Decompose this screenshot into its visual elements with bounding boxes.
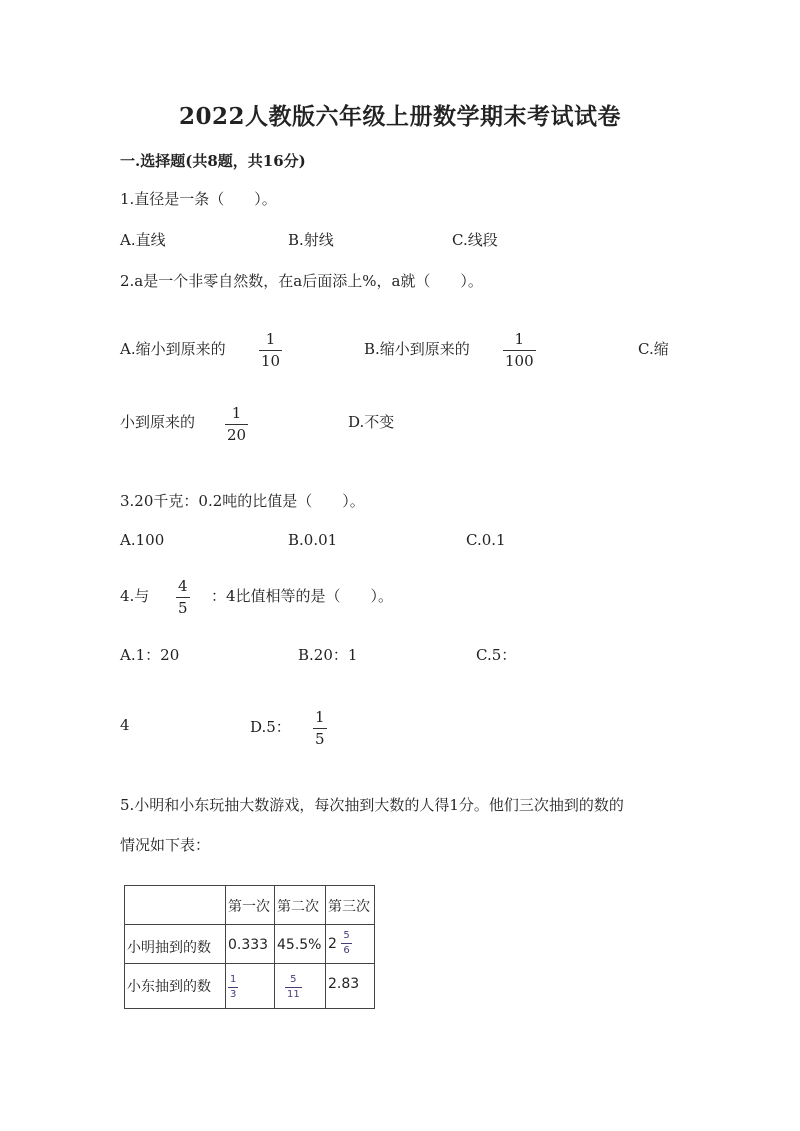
fraction-numerator: 5 — [290, 974, 297, 985]
table-cell: 45.5% — [275, 925, 326, 964]
page-title: 2022人教版六年级上册数学期末考试试卷 — [178, 103, 621, 130]
question-4-option-c-part1: C.5： — [476, 646, 517, 664]
question-4-option-b: B.20：1 — [298, 646, 358, 664]
cell-fraction — [228, 975, 238, 1000]
question-5-stem-line1: 5.小明和小东玩抽大数游戏，每次抽到大数的人得1分。他们三次抽到的数的 — [120, 796, 624, 814]
table-cell — [275, 964, 326, 1009]
fraction-denominator: 20 — [227, 426, 247, 444]
question-3-option-a: A.100 — [120, 531, 165, 549]
table-header-row — [125, 886, 375, 925]
question-3-option-b: B.0.01 — [288, 531, 338, 549]
question-4-option-a: A.1：20 — [120, 646, 180, 664]
table-cell: 0.333 — [226, 925, 275, 964]
question-1-option-a: A.直线 — [120, 231, 166, 249]
table-cell: 2.83 — [326, 964, 375, 1009]
score-table — [124, 885, 375, 1009]
fraction-numerator: 1 — [231, 404, 242, 422]
table-cell — [326, 925, 375, 964]
fraction-denominator: 5 — [178, 599, 188, 617]
mixed-number — [326, 925, 374, 956]
table-row — [125, 964, 375, 1009]
fraction-numerator: 1 — [514, 330, 525, 348]
question-4-stem-end: ：4比值相等的是（ ）。 — [211, 587, 394, 605]
table-row-label: 小东抽到的数 — [125, 964, 226, 1009]
question-2-option-b-fraction — [503, 332, 536, 369]
question-4-option-d: D.5： — [250, 718, 291, 736]
fraction-numerator: 1 — [265, 330, 276, 348]
question-5-stem-line2: 情况如下表： — [120, 836, 211, 854]
question-1-stem: 1.直径是一条（ ）。 — [120, 190, 277, 208]
fraction-numerator: 4 — [178, 577, 188, 595]
mixed-number-fraction — [341, 931, 351, 956]
question-2-option-b: B.缩小到原来的 — [364, 340, 470, 358]
fraction-denominator: 100 — [505, 352, 534, 370]
table-header-cell: 第一次 — [226, 886, 275, 925]
question-1-option-b: B.射线 — [288, 231, 334, 249]
fraction-numerator: 1 — [230, 974, 237, 985]
question-3-stem: 3.20千克：0.2吨的比值是（ ）。 — [120, 492, 365, 510]
table-cell — [226, 964, 275, 1009]
mixed-number-integer: 2 — [328, 935, 337, 952]
question-4-option-d-fraction — [313, 710, 327, 747]
question-2-option-c-fraction — [225, 406, 248, 443]
question-2-option-c-part1: C.缩 — [638, 340, 669, 358]
table-row — [125, 925, 375, 964]
question-3-option-c: C.0.1 — [466, 531, 506, 549]
table-row-label: 小明抽到的数 — [125, 925, 226, 964]
fraction-denominator: 6 — [343, 945, 350, 956]
question-2-stem: 2.a是一个非零自然数，在a后面添上%，a就（ ）。 — [120, 272, 483, 290]
question-2-option-d: D.不变 — [348, 413, 395, 431]
question-4-fraction — [176, 579, 190, 616]
section-heading: 一.选择题(共8题，共16分) — [120, 152, 306, 170]
fraction-numerator: 5 — [343, 930, 350, 941]
question-4-stem-start: 4.与 — [120, 587, 150, 605]
cell-fraction — [285, 975, 302, 1000]
question-2-option-c-part2: 小到原来的 — [120, 413, 196, 431]
question-2-option-a-fraction — [259, 332, 282, 369]
fraction-numerator: 1 — [315, 708, 325, 726]
table-header-cell: 第二次 — [275, 886, 326, 925]
table-header-cell: 第三次 — [326, 886, 375, 925]
fraction-denominator: 10 — [261, 352, 281, 370]
fraction-denominator: 3 — [230, 989, 237, 1000]
question-4-option-c-part2: 4 — [120, 716, 130, 734]
fraction-denominator: 11 — [287, 989, 300, 1000]
question-2-option-a: A.缩小到原来的 — [120, 340, 226, 358]
table-corner-cell — [125, 886, 226, 925]
fraction-denominator: 5 — [315, 730, 325, 748]
question-1-option-c: C.线段 — [452, 231, 498, 249]
